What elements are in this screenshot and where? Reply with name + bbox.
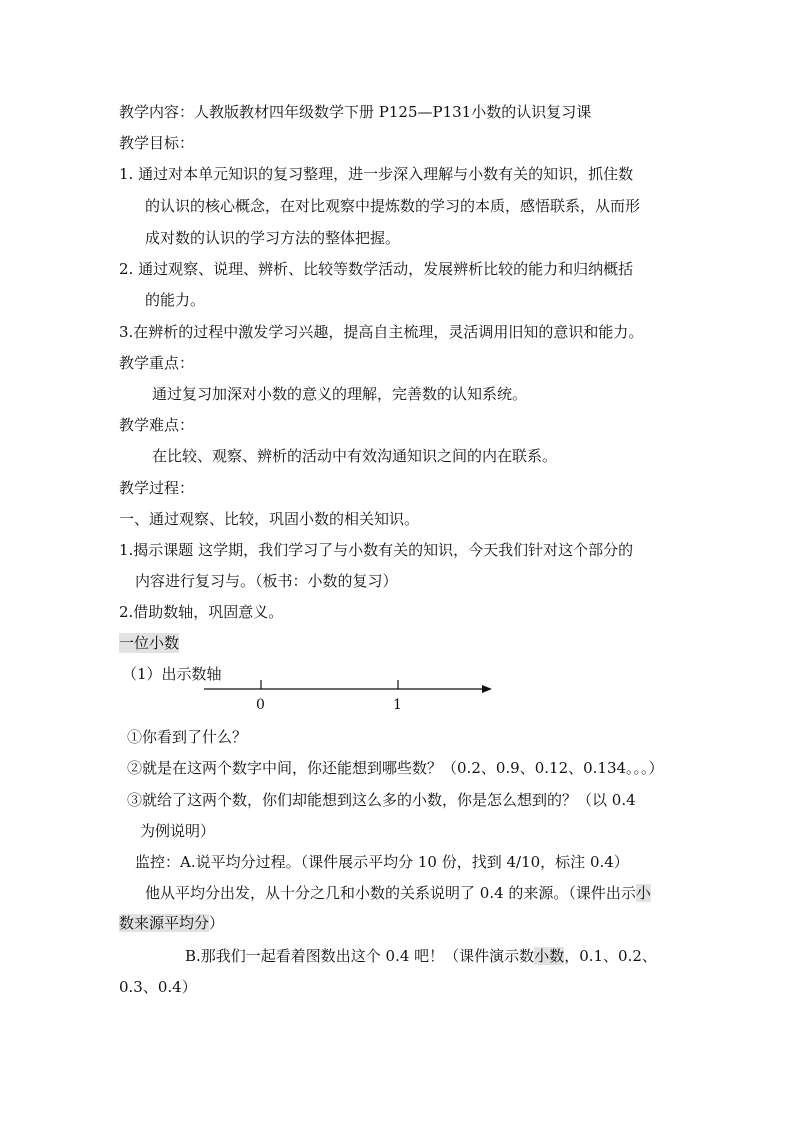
- goal-3: 3.在辨析的过程中激发学习兴趣，提高自主梳理，灵活调用旧知的意识和能力。: [119, 323, 644, 341]
- explain-highlight-tail: 小: [635, 884, 651, 902]
- part-b-line-2: 0.3、0.4）: [119, 978, 197, 996]
- part-b-line-1: [185, 946, 657, 966]
- question-1: ①你看到了什么？: [127, 728, 248, 746]
- teaching-content: 教学内容：人教版教材四年级数学下册 P125—P131小数的认识复习课: [119, 103, 592, 121]
- step-1-line-1: 1.揭示课题 这学期，我们学习了与小数有关的知识，今天我们针对这个部分的: [119, 541, 634, 559]
- step-2: 2.借助数轴，巩固意义。: [119, 603, 284, 621]
- focus-heading: 教学重点：: [119, 354, 195, 372]
- one-decimal-label: 一位小数: [119, 634, 180, 652]
- step-1-line-2: 内容进行复习与。（板书：小数的复习）: [135, 572, 398, 590]
- part-b-tail: ，0.1、0.2、: [564, 947, 657, 965]
- section-1-heading: 一、通过观察、比较，巩固小数的相关知识。: [119, 510, 420, 528]
- explain-line-2: [119, 913, 224, 933]
- explain-close: ）: [209, 914, 225, 932]
- question-3-line-2: 为例说明）: [140, 822, 216, 840]
- explain-line-1: [145, 883, 651, 903]
- focus-text: 通过复习加深对小数的意义的理解，完善数的认知系统。: [152, 385, 528, 403]
- question-3-line-1: ③就给了这两个数，你们却能想到这么多的小数，你是怎么想到的？（以 0.4: [127, 791, 636, 809]
- question-2: ②就是在这两个数字中间，你还能想到哪些数？（0.2、0.9、0.12、0.134。。。）: [127, 759, 664, 777]
- show-axis-label: （1）出示数轴: [122, 665, 222, 683]
- goal-1-line-1: 1. 通过对本单元知识的复习整理，进一步深入理解与小数有关的知识，抓住数: [119, 165, 634, 183]
- number-line: [198, 676, 498, 716]
- goal-1-line-2: 的认识的核心概念，在对比观察中提炼数的学习的本质，感悟联系，从而形: [145, 197, 641, 215]
- part-b-highlight: 小数: [534, 947, 565, 965]
- goal-2-line-2: 的能力。: [145, 291, 206, 309]
- axis-label-1: 1: [393, 697, 402, 713]
- goals-heading: 教学目标：: [119, 134, 195, 152]
- axis-label-0: 0: [256, 697, 265, 713]
- monitor-note: 监控：A.说平均分过程。（课件展示平均分 10 份，找到 4/10，标注 0.4）: [135, 853, 629, 871]
- process-heading: 教学过程：: [119, 479, 195, 497]
- goal-1-line-3: 成对数的认识的学习方法的整体把握。: [145, 229, 401, 247]
- explain-lead: 他从平均分出发，从十分之几和小数的关系说明了 0.4 的来源。（课件出示: [145, 884, 636, 902]
- explain-highlight: 数来源平均分: [119, 914, 210, 932]
- part-b-lead: B.那我们一起看着图数出这个 0.4 吧！（课件演示数: [185, 947, 535, 965]
- difficulty-heading: 教学难点：: [119, 416, 195, 434]
- difficulty-text: 在比较、观察、辨析的活动中有效沟通知识之间的内在联系。: [152, 447, 558, 465]
- goal-2-line-1: 2. 通过观察、说理、辨析、比较等数学活动，发展辨析比较的能力和归纳概括: [119, 260, 634, 278]
- axis-arrow: [482, 685, 492, 693]
